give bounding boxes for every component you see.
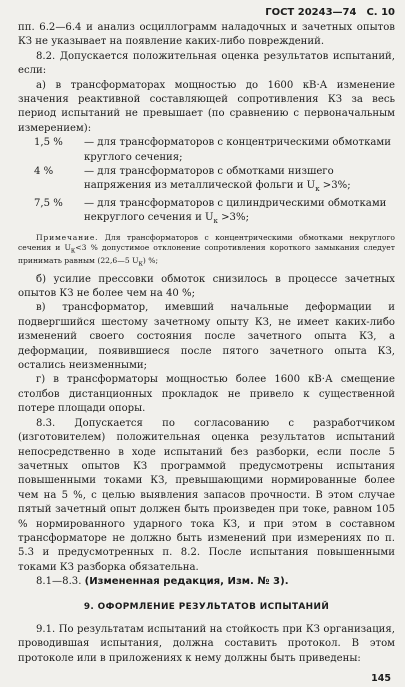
section-title: 9. ОФОРМЛЕНИЕ РЕЗУЛЬТАТОВ ИСПЫТАНИЙ — [83, 601, 330, 612]
item-c: в) трансформатор, имевший начальные деформации и подвергшийся шестому зачетному опыту КЗ, не имеет каких-либо изменений своего состояния после зачетного опыта КЗ, а деформации, появившиеся после пятого зачетного опыта КЗ, остались неизменными; — [18, 302, 395, 372]
item-b: б) усилие прессовки обмоток снизилось в процессе зачетных опытов КЗ не более чем на 40 %; — [18, 273, 395, 300]
header-page-label: С. 10 — [366, 7, 395, 18]
note-label: Примечание. — [36, 232, 99, 242]
standard-number: ГОСТ 20243—74 — [265, 7, 357, 18]
list-item — [18, 197, 395, 229]
list-item-text: — для трансформаторов с концентрическими обмотками круглого сечения; — [84, 137, 391, 163]
clause-9-1: 9.1. По результатам испытаний на стойкость при КЗ организация, проводившая испытания, должна составить протокол. В этом протоколе или в приложениях к нему должны быть приведены: — [18, 623, 395, 664]
list-item-percent: 4 % — [34, 166, 54, 178]
amendment-note: 8.1—8.3. (Измененная редакция, Изм. № 3). — [36, 576, 289, 588]
note-paragraph: Примечание. Для трансформаторов с концентрическими обмотками некруглого сечения и Uк<3 % допустимое отклонение сопротивления короткого замыкания следует принимать равным (22,6—5 Uк) %; — [18, 232, 396, 268]
page-number: 145 — [371, 673, 391, 685]
item-d: г) в трансформаторы мощностью более 1600 кВ·А смещение столбов дистанционных прокладок не привело к существенной потере площади опоры. — [18, 374, 395, 415]
list-item-text: — для трансформаторов с цилиндрическими обмотками некруглого сечения и $U_к >3\%$; — [84, 197, 387, 226]
clause-8-3: 8.3. Допускается по согласованию с разработчиком (изготовителем) положительная оценка результатов испытаний непосредственно в ходе испытаний без разборки, если после 5 зачетных опытов КЗ программой предусмотрены испытания повышенными токами КЗ, превышающими нормированные более чем на 5 %, с целью выявления запасов прочности. В этом случае пятый зачетный опыт должен быть произведен при токе, равном 105 % нормированного ударного тока КЗ, и при этом в составном трансформаторе не должно быть изменений при измерениях по п. 5.3 и предусмотренных п. 8.2. После испытания повышенными токами КЗ разборка обязательна. — [18, 417, 395, 573]
list-item — [18, 165, 395, 197]
list-item-text: — для трансформаторов с обмотками низшего напряжения из металлической фольги и $U_к >3\%$; — [84, 166, 351, 194]
list-item-percent: 1,5 % — [34, 137, 63, 149]
list-item — [18, 136, 395, 165]
list-item-percent: 7,5 % — [34, 197, 63, 209]
page-header — [18, 6, 395, 20]
continuation-paragraph: пп. 6.2—6.4 и анализ осциллограмм наладочных и зачетных опытов КЗ не указывает на появление каких-либо повреждений. — [18, 22, 395, 48]
clause-8-2: 8.2. Допускается положительная оценка результатов испытаний, если: — [18, 50, 395, 77]
item-a: а) в трансформаторах мощностью до 1600 кВ·А изменение значения реактивной составляющей сопротивления КЗ за весь период испытаний не превышает (по сравнению с первоначальным измерением): — [18, 79, 395, 134]
